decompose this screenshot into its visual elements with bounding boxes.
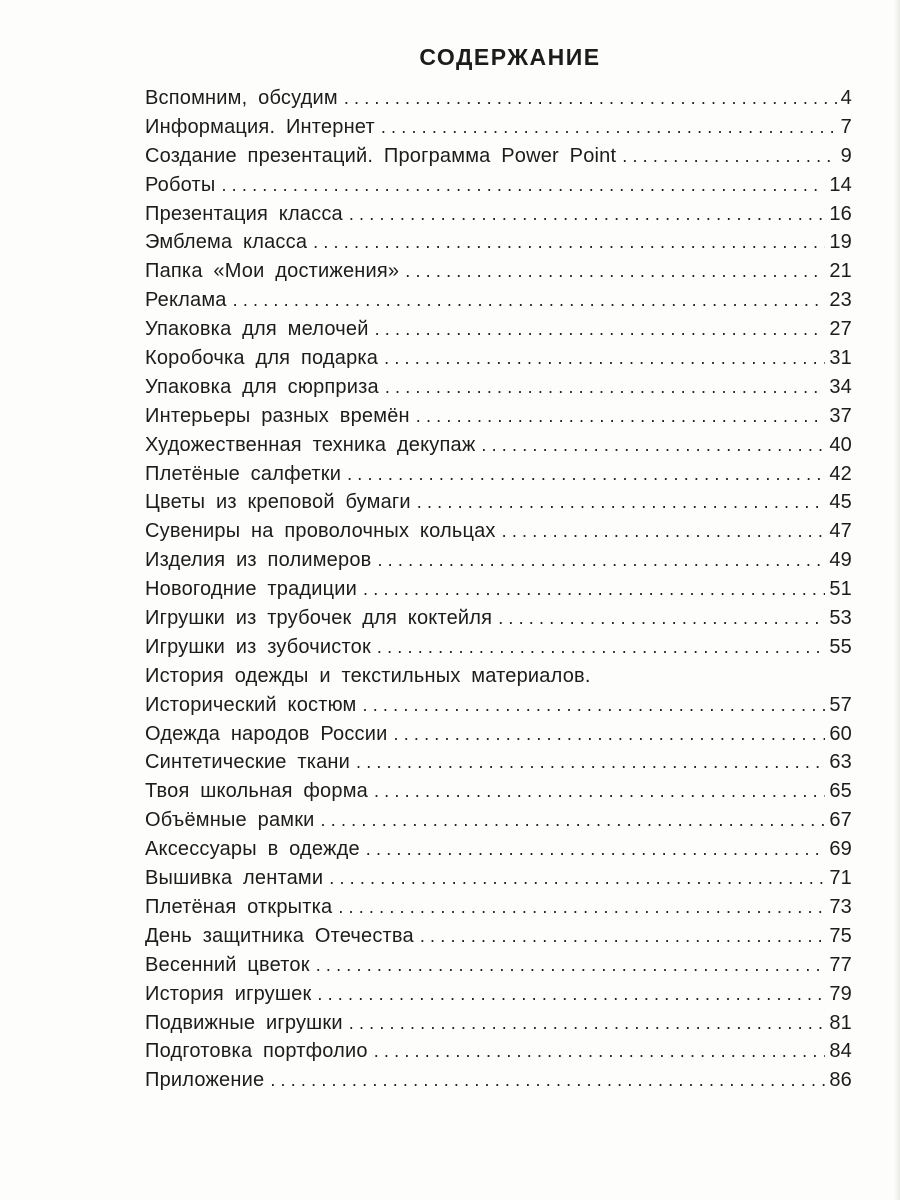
dot-leader <box>417 488 826 517</box>
toc-entry <box>145 488 852 517</box>
toc-entry-page: 42 <box>829 462 852 485</box>
toc-entry <box>145 922 852 951</box>
toc-entry <box>145 315 852 344</box>
toc-entry <box>145 200 852 229</box>
toc-entry-title: Создание презентаций. Программа Power Point <box>145 144 617 167</box>
dot-leader <box>363 691 826 720</box>
toc-entry <box>145 373 852 402</box>
toc-entry-page: 4 <box>840 87 852 109</box>
toc-entry-page: 63 <box>829 751 852 774</box>
dot-leader <box>366 835 826 864</box>
toc-entry <box>145 604 852 633</box>
dot-leader <box>405 257 825 286</box>
toc-entry-page: 27 <box>829 318 852 341</box>
toc-entry <box>145 575 852 604</box>
toc-entry-title: Информация. Интернет <box>145 115 375 138</box>
toc-entry <box>145 748 852 777</box>
toc-entry-title: Интерьеры разных времён <box>145 404 410 427</box>
toc-entry-title: Упаковка для мелочей <box>145 318 369 341</box>
toc-entry <box>145 546 852 575</box>
toc-entry <box>145 142 852 171</box>
dot-leader <box>356 748 825 777</box>
toc-entry-page: 77 <box>829 953 852 976</box>
toc-entry-page: 71 <box>829 867 852 890</box>
toc-section-heading <box>145 662 852 691</box>
dot-leader <box>481 431 825 460</box>
dot-leader <box>349 200 825 229</box>
dot-leader <box>384 344 825 373</box>
toc-entry-title: Презентация класса <box>145 202 343 225</box>
toc-entry-title: Роботы <box>145 173 216 196</box>
dot-leader <box>374 777 825 806</box>
toc-entry-title: Подвижные игрушки <box>145 1011 343 1034</box>
toc-entry <box>145 84 852 113</box>
dot-leader <box>377 546 825 575</box>
toc-entry <box>145 777 852 806</box>
toc-entry-title: Твоя школьная форма <box>145 780 368 803</box>
toc-entry-title: Объёмные рамки <box>145 809 315 832</box>
toc-entry <box>145 1037 852 1066</box>
toc-entry-page: 73 <box>829 895 852 918</box>
toc-entry-title: Сувениры на проволочных кольцах <box>145 520 496 543</box>
table-of-contents <box>145 84 852 1095</box>
toc-entry <box>145 402 852 431</box>
toc-entry-page: 31 <box>829 347 852 370</box>
toc-entry-page: 34 <box>829 375 852 398</box>
toc-entry <box>145 980 852 1009</box>
toc-entry-page: 23 <box>829 289 852 312</box>
toc-entry-page: 79 <box>829 982 852 1005</box>
dot-leader <box>233 286 826 315</box>
toc-entry-title: Исторический костюм <box>145 693 357 716</box>
toc-entry <box>145 113 852 142</box>
toc-entry-page: 75 <box>829 924 852 947</box>
toc-entry <box>145 864 852 893</box>
toc-entry-title: Коробочка для подарка <box>145 347 379 370</box>
toc-entry-page: 65 <box>829 780 852 803</box>
toc-entry-page: 67 <box>829 809 852 832</box>
page-title: СОДЕРЖАНИЕ <box>419 44 601 70</box>
dot-leader <box>363 575 825 604</box>
dot-leader <box>344 84 837 113</box>
toc-entry <box>145 1066 852 1095</box>
dot-leader <box>316 951 826 980</box>
toc-entry-title: Цветы из креповой бумаги <box>145 491 411 514</box>
dot-leader <box>375 315 826 344</box>
toc-entry-title: Эмблема класса <box>145 231 308 254</box>
dot-leader <box>622 142 836 171</box>
toc-entry-title: Реклама <box>145 289 227 312</box>
toc-entry-page: 9 <box>840 144 852 167</box>
toc-entry <box>145 460 852 489</box>
toc-entry <box>145 951 852 980</box>
toc-entry <box>145 286 852 315</box>
dot-leader <box>317 980 825 1009</box>
dot-leader <box>394 720 826 749</box>
dot-leader <box>420 922 826 951</box>
toc-entry-page: 14 <box>829 173 852 196</box>
toc-entry-title: Игрушки из зубочисток <box>145 635 371 658</box>
toc-entry-title: Новогодние традиции <box>145 578 358 601</box>
dot-leader <box>377 633 825 662</box>
toc-entry-page: 53 <box>829 607 852 630</box>
toc-entry-page: 21 <box>829 260 852 283</box>
dot-leader <box>374 1037 826 1066</box>
page-edge-shadow <box>894 0 900 1200</box>
toc-entry <box>145 228 852 257</box>
toc-entry-title: Синтетические ткани <box>145 751 351 774</box>
toc-entry <box>145 171 852 200</box>
toc-entry <box>145 893 852 922</box>
dot-leader <box>329 864 825 893</box>
toc-entry <box>145 691 852 720</box>
dot-leader <box>385 373 826 402</box>
toc-entry-page: 19 <box>829 231 852 254</box>
toc-entry-page: 7 <box>840 115 852 138</box>
dot-leader <box>498 604 825 633</box>
dot-leader <box>347 460 825 489</box>
dot-leader <box>338 893 825 922</box>
toc-entry <box>145 257 852 286</box>
toc-entry <box>145 720 852 749</box>
toc-entry-title: День защитника Отечества <box>145 924 414 947</box>
toc-entry-page: 37 <box>829 404 852 427</box>
toc-entry-page: 57 <box>829 693 852 716</box>
toc-entry-page: 45 <box>829 491 852 514</box>
toc-entry <box>145 517 852 546</box>
toc-entry-title: Изделия из полимеров <box>145 549 372 572</box>
toc-entry-title: История одежды и текстильных материалов. <box>145 664 591 687</box>
toc-entry-title: Вышивка лентами <box>145 867 324 890</box>
toc-entry-title: Вспомним, обсудим <box>145 87 338 109</box>
dot-leader <box>502 517 826 546</box>
toc-entry-page: 55 <box>829 635 852 658</box>
toc-entry-page: 16 <box>829 202 852 225</box>
toc-entry-page: 81 <box>829 1011 852 1034</box>
toc-entry-title: Приложение <box>145 1069 265 1092</box>
dot-leader <box>321 806 826 835</box>
toc-entry <box>145 806 852 835</box>
toc-entry-title: Упаковка для сюрприза <box>145 375 379 398</box>
toc-entry-page: 40 <box>829 433 852 456</box>
toc-entry <box>145 431 852 460</box>
toc-entry-title: Игрушки из трубочек для коктейля <box>145 607 493 630</box>
toc-entry-title: Одежда народов России <box>145 722 388 745</box>
toc-entry <box>145 1009 852 1038</box>
dot-leader <box>270 1066 825 1095</box>
toc-entry-title: Аксессуары в одежде <box>145 838 360 861</box>
toc-entry-title: Весенний цветок <box>145 953 310 976</box>
dot-leader <box>349 1009 826 1038</box>
toc-entry-title: Подготовка портфолио <box>145 1040 368 1063</box>
toc-entry <box>145 344 852 373</box>
toc-entry <box>145 835 852 864</box>
toc-entry-title: Папка «Мои достижения» <box>145 260 400 283</box>
toc-entry-page: 47 <box>829 520 852 543</box>
toc-entry-title: Плетёные салфетки <box>145 462 342 485</box>
dot-leader <box>416 402 826 431</box>
toc-entry-page: 49 <box>829 549 852 572</box>
toc-entry-page: 51 <box>829 578 852 601</box>
dot-leader <box>221 171 825 200</box>
toc-entry-page: 69 <box>829 838 852 861</box>
dot-leader <box>313 228 825 257</box>
toc-entry-page: 60 <box>829 722 852 745</box>
toc-entry <box>145 633 852 662</box>
toc-entry-title: История игрушек <box>145 982 312 1005</box>
dot-leader <box>381 113 837 142</box>
toc-entry-title: Художественная техника декупаж <box>145 433 476 456</box>
toc-entry-page: 84 <box>829 1040 852 1063</box>
toc-entry-title: Плетёная открытка <box>145 895 333 918</box>
toc-entry-page: 86 <box>829 1069 852 1092</box>
